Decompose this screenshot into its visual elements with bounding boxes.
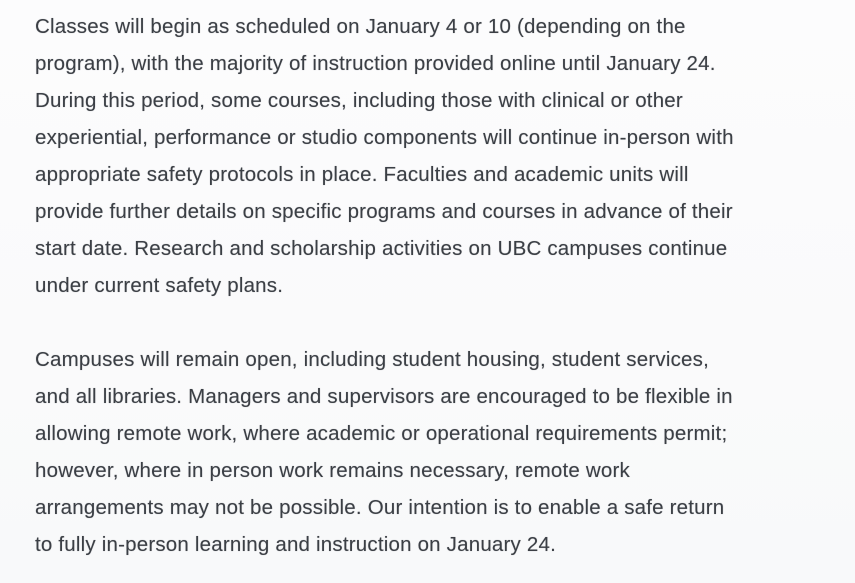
- text-line: Classes will begin as scheduled on January 4 or 10 (depending on the: [35, 15, 686, 38]
- text-line: Campuses will remain open, including student housing, student services,: [35, 348, 709, 371]
- text-line: and all libraries. Managers and supervisors are encouraged to be flexible in: [35, 385, 733, 408]
- announcement-text-block: [35, 8, 835, 563]
- text-line: allowing remote work, where academic or operational requirements permit;: [35, 422, 728, 445]
- text-line: however, where in person work remains necessary, remote work: [35, 459, 630, 482]
- text-line: program), with the majority of instruction provided online until January 24.: [35, 52, 716, 75]
- text-line: to fully in-person learning and instruction on January 24.: [35, 533, 556, 556]
- text-line: under current safety plans.: [35, 274, 284, 297]
- text-line: provide further details on specific programs and courses in advance of their: [35, 200, 733, 223]
- text-line: start date. Research and scholarship activities on UBC campuses continue: [35, 237, 728, 260]
- paragraph-classes-schedule: [35, 8, 835, 304]
- text-line: appropriate safety protocols in place. Faculties and academic units will: [35, 163, 689, 186]
- text-line: During this period, some courses, including those with clinical or other: [35, 89, 683, 112]
- text-line: arrangements may not be possible. Our intention is to enable a safe return: [35, 496, 725, 519]
- text-line: experiential, performance or studio components will continue in-person with: [35, 126, 734, 149]
- paragraph-campuses-open: [35, 341, 835, 563]
